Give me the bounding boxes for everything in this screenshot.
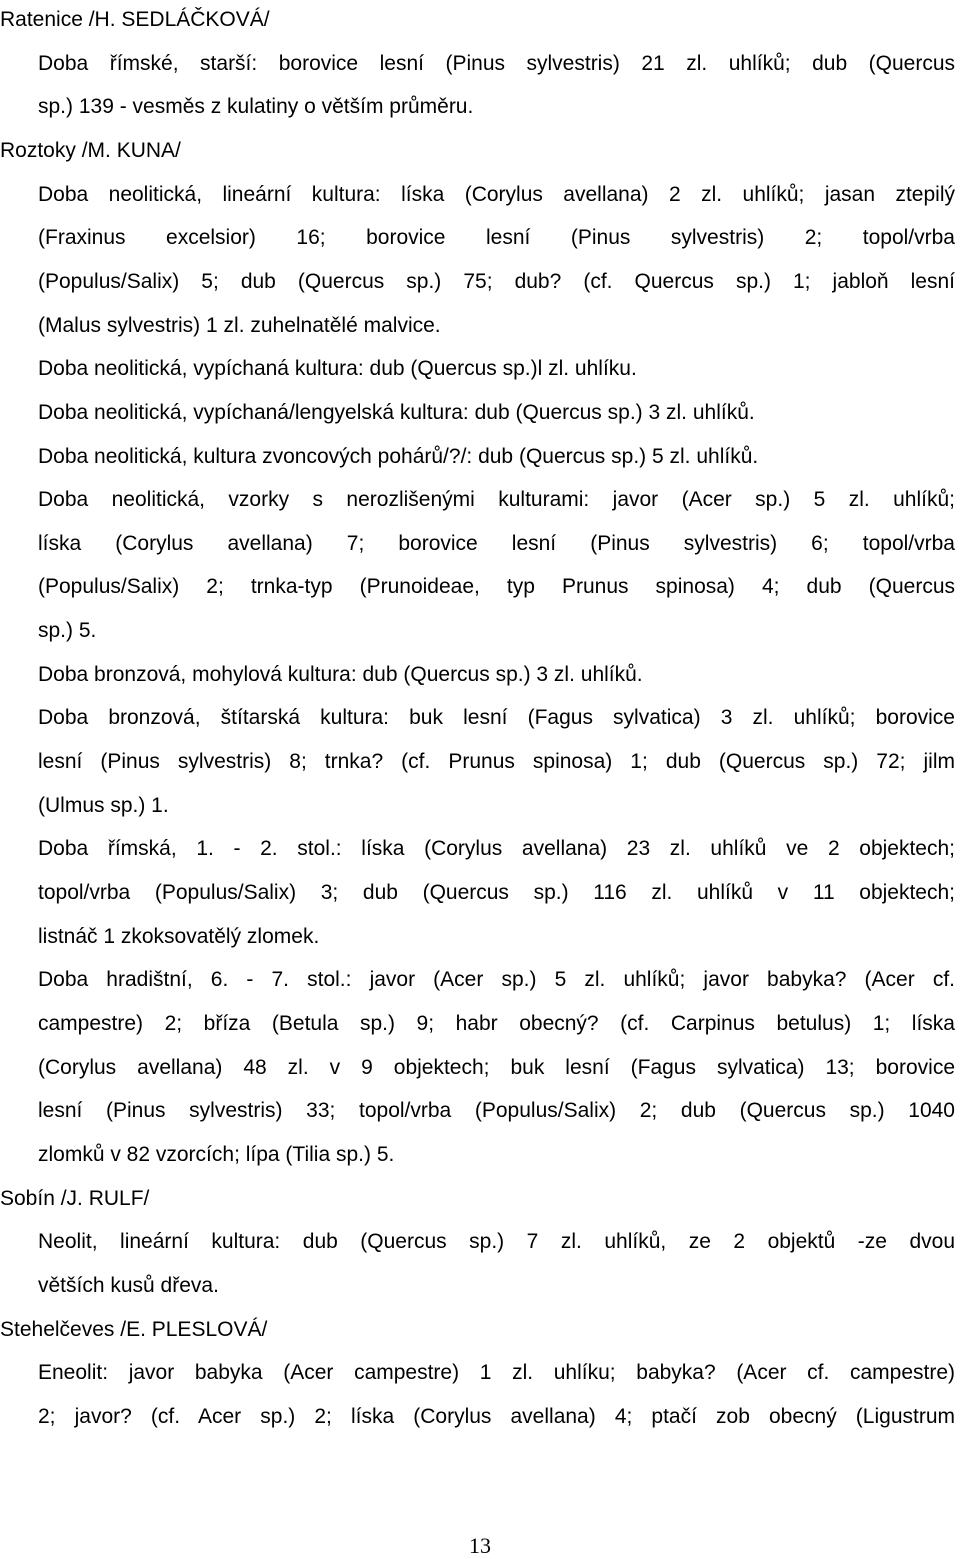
paragraph-line: (Populus/Salix) 2; trnka-typ (Prunoideae, typ Prunus spinosa) 4; dub (Quercus bbox=[38, 575, 955, 599]
paragraph-line: sp.) 139 - vesměs z kulatiny o větším průměru. bbox=[38, 95, 474, 119]
section-heading: Stehelčeves /E. PLESLOVÁ/ bbox=[0, 1317, 268, 1341]
paragraph-line: sp.) 5. bbox=[38, 619, 97, 643]
paragraph-line: campestre) 2; bříza (Betula sp.) 9; habr obecný? (cf. Carpinus betulus) 1; líska bbox=[38, 1011, 955, 1035]
paragraph-line: Doba neolitická, vypíchaná kultura: dub (Quercus sp.)l zl. uhlíku. bbox=[38, 357, 637, 381]
paragraph-line: líska (Corylus avellana) 7; borovice lesní (Pinus sylvestris) 6; topol/vrba bbox=[38, 531, 955, 555]
paragraph-line: (Populus/Salix) 5; dub (Quercus sp.) 75; dub? (cf. Quercus sp.) 1; jabloň lesní bbox=[38, 269, 955, 293]
paragraph-line: Doba římské, starší: borovice lesní (Pinus sylvestris) 21 zl. uhlíků; dub (Quercus bbox=[38, 51, 955, 75]
paragraph-line: (Malus sylvestris) 1 zl. zuhelnatělé malvice. bbox=[38, 313, 441, 337]
section-heading: Ratenice /H. SEDLÁČKOVÁ/ bbox=[0, 8, 270, 31]
paragraph-line: zlomků v 82 vzorcích; lípa (Tilia sp.) 5. bbox=[38, 1142, 395, 1166]
paragraph-line: Doba bronzová, mohylová kultura: dub (Quercus sp.) 3 zl. uhlíků. bbox=[38, 662, 643, 686]
paragraph-line: topol/vrba (Populus/Salix) 3; dub (Quercus sp.) 116 zl. uhlíků v 11 objektech; bbox=[38, 881, 955, 904]
paragraph-line: Doba neolitická, vzorky s nerozlišenými kulturami: javor (Acer sp.) 5 zl. uhlíků; bbox=[38, 488, 955, 512]
section-heading: Sobín /J. RULF/ bbox=[0, 1186, 150, 1210]
paragraph-line: listnáč 1 zkoksovatělý zlomek. bbox=[38, 924, 320, 948]
paragraph-line: větších kusů dřeva. bbox=[38, 1273, 219, 1297]
paragraph-line: Neolit, lineární kultura: dub (Quercus sp.) 7 zl. uhlíků, ze 2 objektů -ze dvou bbox=[38, 1230, 955, 1254]
page-number: 13 bbox=[469, 1533, 491, 1558]
paragraph-line: Doba hradištní, 6. - 7. stol.: javor (Acer sp.) 5 zl. uhlíků; javor babyka? (Acer cf. bbox=[38, 968, 955, 992]
paragraph-line: Doba neolitická, lineární kultura: líska (Corylus avellana) 2 zl. uhlíků; jasan ztepilý bbox=[38, 182, 955, 206]
paragraph-line: lesní (Pinus sylvestris) 33; topol/vrba (Populus/Salix) 2; dub (Quercus sp.) 1040 bbox=[38, 1099, 955, 1123]
paragraph-line: Doba bronzová, štítarská kultura: buk lesní (Fagus sylvatica) 3 zl. uhlíků; borovice bbox=[38, 706, 955, 730]
paragraph-line: Doba neolitická, kultura zvoncových pohárů/?/: dub (Quercus sp.) 5 zl. uhlíků. bbox=[38, 444, 759, 468]
paragraph-line: Doba římská, 1. - 2. stol.: líska (Corylus avellana) 23 zl. uhlíků ve 2 objektech; bbox=[38, 837, 955, 861]
paragraph-line: Doba neolitická, vypíchaná/lengyelská kultura: dub (Quercus sp.) 3 zl. uhlíků. bbox=[38, 400, 755, 424]
paragraph-line: (Fraxinus excelsior) 16; borovice lesní (Pinus sylvestris) 2; topol/vrba bbox=[38, 226, 955, 250]
paragraph-line: (Ulmus sp.) 1. bbox=[38, 793, 169, 817]
section-heading: Roztoky /M. KUNA/ bbox=[0, 138, 181, 162]
paragraph-line: 2; javor? (cf. Acer sp.) 2; líska (Corylus avellana) 4; ptačí zob obecný (Ligustrum bbox=[38, 1404, 955, 1428]
paragraph-line: (Corylus avellana) 48 zl. v 9 objektech; buk lesní (Fagus sylvatica) 13; borovice bbox=[38, 1055, 955, 1079]
paragraph-line: Eneolit: javor babyka (Acer campestre) 1 zl. uhlíku; babyka? (Acer cf. campestre) bbox=[38, 1361, 955, 1385]
paragraph-line: lesní (Pinus sylvestris) 8; trnka? (cf. Prunus spinosa) 1; dub (Quercus sp.) 72; jilm bbox=[38, 750, 955, 774]
